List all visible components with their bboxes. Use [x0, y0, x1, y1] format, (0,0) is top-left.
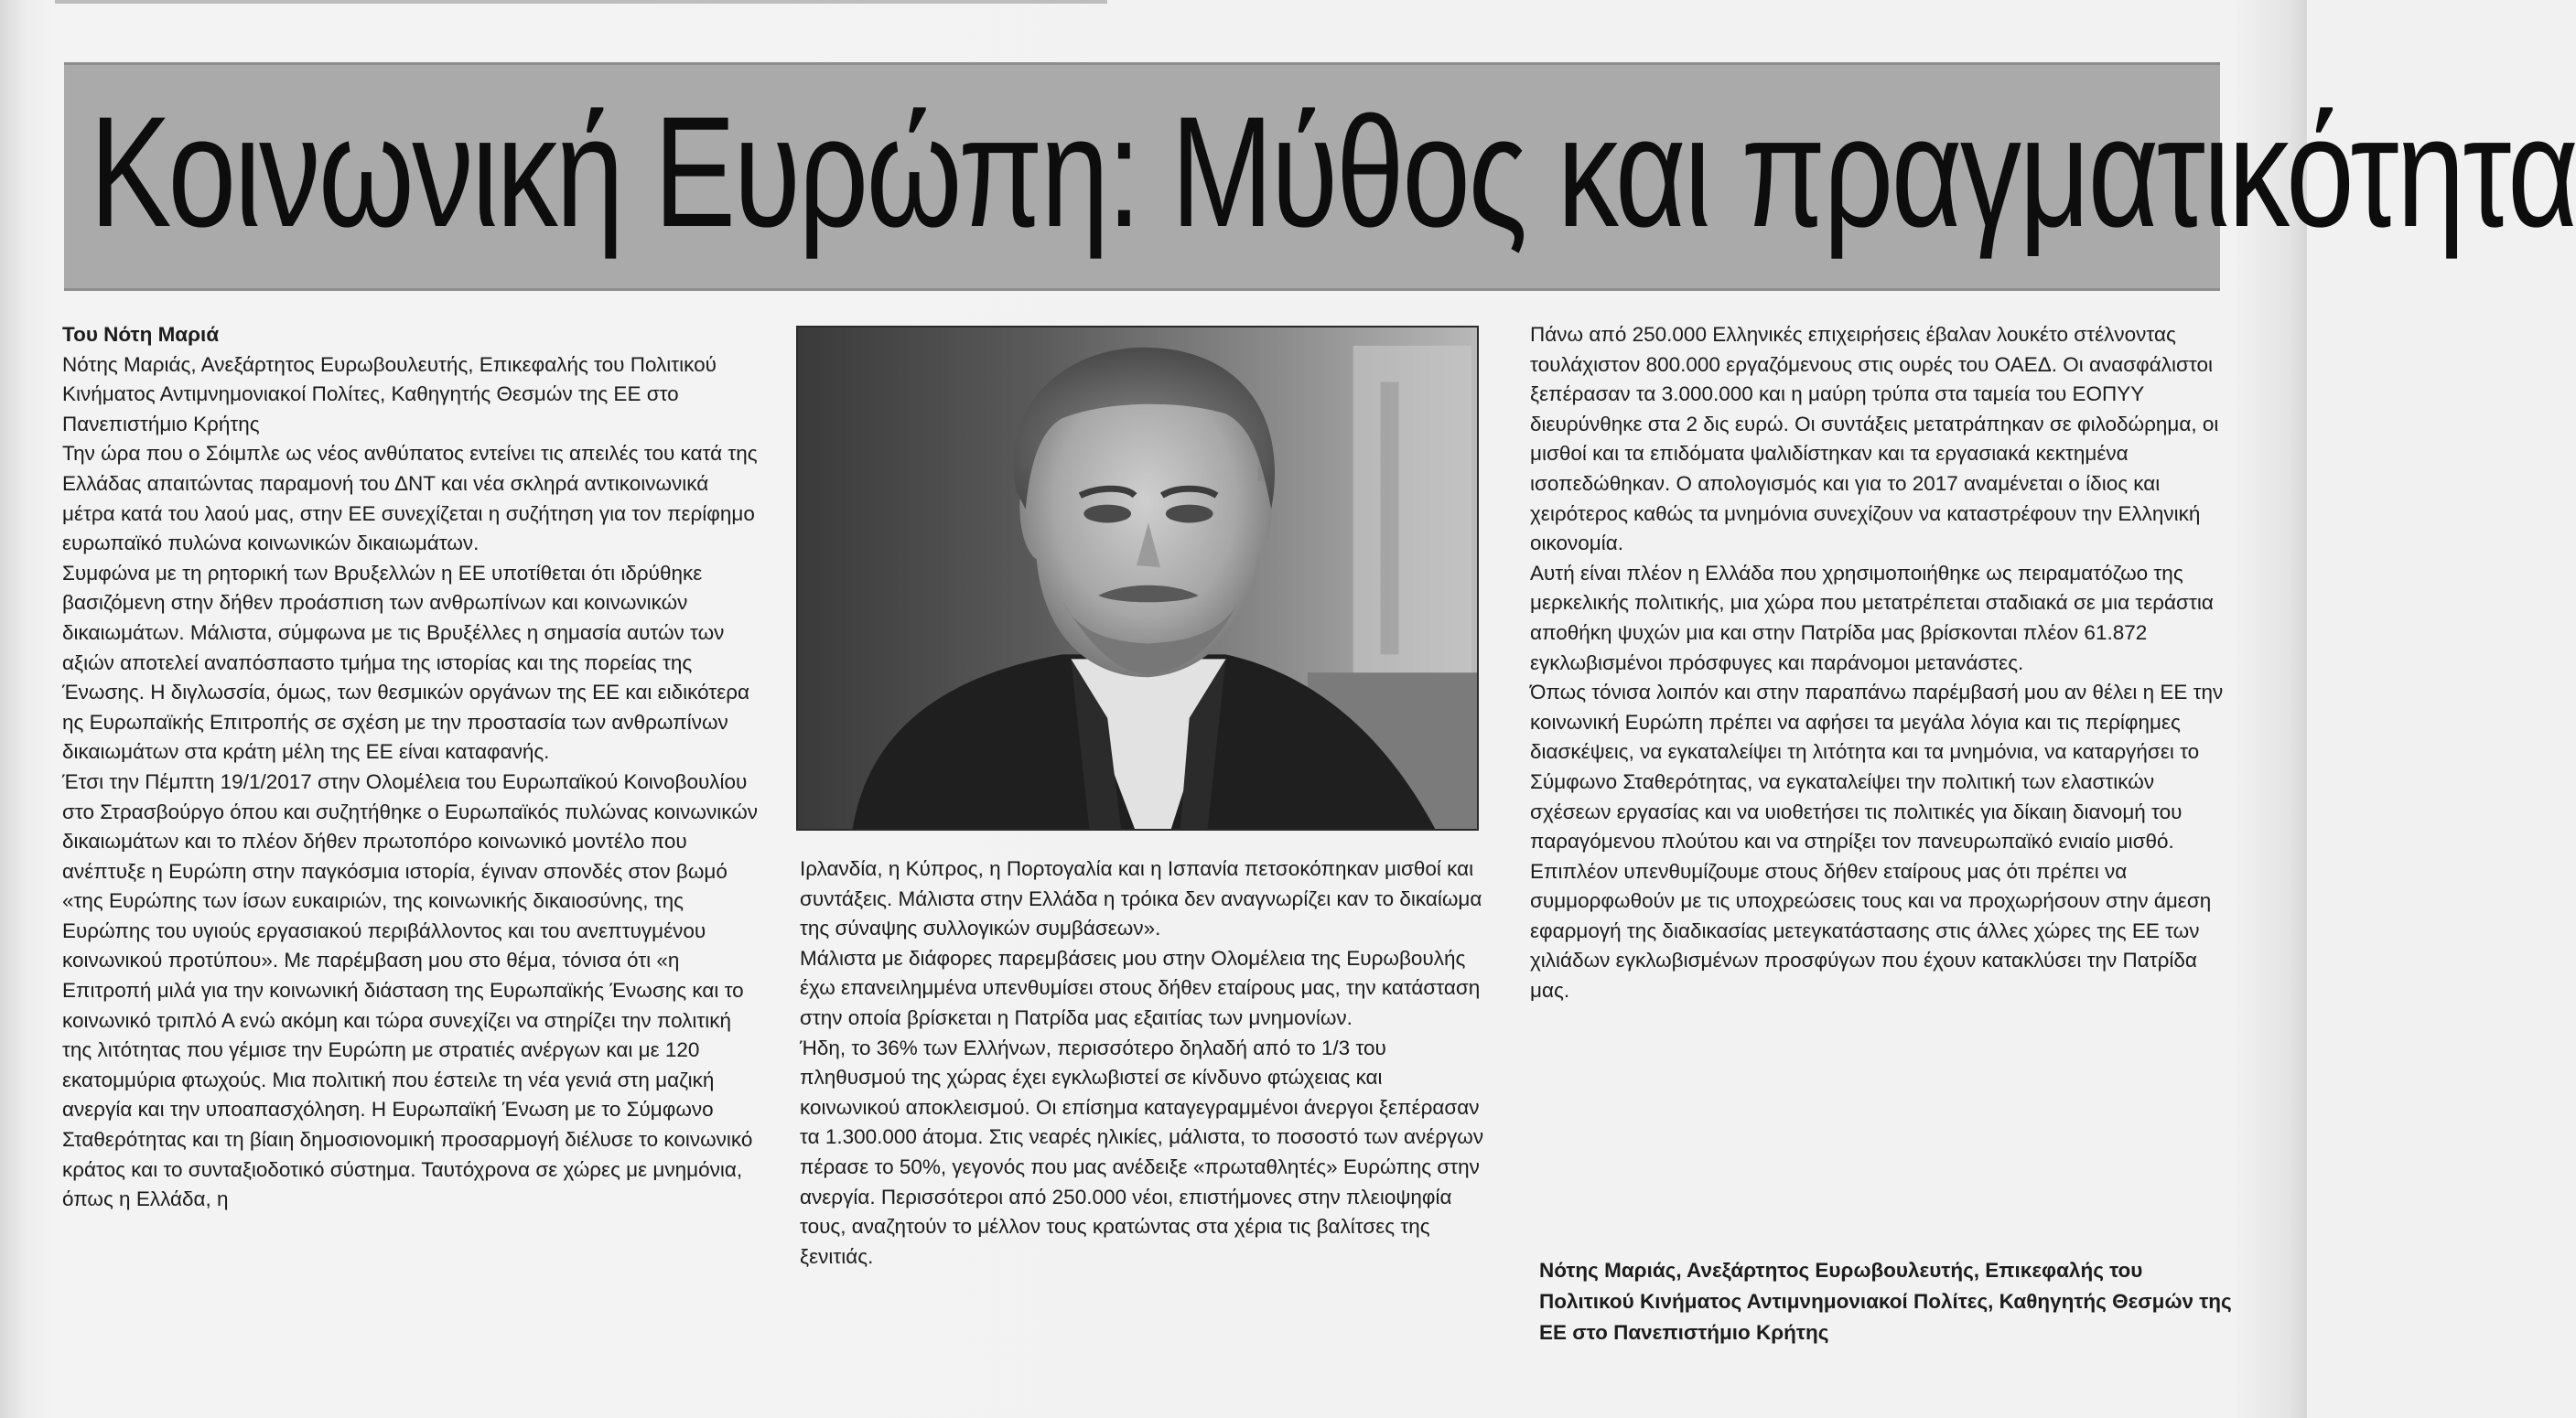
- headline-band: [64, 62, 2576, 291]
- right-paragraph-4: Επιπλέον υπενθυμίζουμε στους δήθεν εταίρους μας ότι πρέπει να συμμορφωθούν με τις υποχρεώσεις τους και να προχωρήσουν στην άμεση εφαρμογή της διαδικασίας μετεγκατάστασης στις άλλες χώρες της ΕΕ των χιλιάδων εγκλωβισμένων προσφύγων που έχουν κατακλύσει την Πατρίδα μας.: [1530, 859, 2212, 1003]
- right-paragraph-3: Όπως τόνισα λοιπόν και στην παραπάνω παρέμβασή μου αν θέλει η ΕΕ την κοινωνική Ευρώπη πρέπει να αφήσει τα μεγάλα λόγια και τις περίφημες διασκέψεις, να εγκαταλείψει τη λιτότητα και τα μνημόνια, να καταργήσει το Σύμφωνο Σταθερότητας, να εγκαταλείψει την πολιτική των ελαστικών σχέσεων εργασίας και να υιοθετήσει τις πολιτικές για δίκαιη διανομή του παραγόμενου πλούτου και να στηρίξει τον πανευρωπαϊκό ενιαίο μισθό.: [1530, 681, 2224, 854]
- column-right: [1530, 320, 2226, 1006]
- column-left: [62, 320, 758, 1215]
- right-paragraph-2: Αυτή είναι πλέον η Ελλάδα που χρησιμοποιήθηκε ως πειραματόζωο της μερκελικής πολιτικής, μια χώρα που μετατρέπεται σταδιακά σε μια τεράστια αποθήκη ψυχών μια και στην Πατρίδα μας βρίσκονται πλέον 61.872 εγκλωβισμένοι πρόσφυγες και παράνομοι μετανάστες.: [1530, 561, 2214, 674]
- byline: Του Νότη Μαριά: [62, 323, 220, 346]
- author-signature: Νότης Μαριάς, Ανεξάρτητος Ευρωβουλευτής, Επικεφαλής του Πολιτικού Κινήματος Αντιμνημονιακοί Πολίτες, Καθηγητής Θεσμών της ΕΕ στο Πανεπιστήμιο Κρήτης: [1539, 1259, 2232, 1344]
- left-paragraph-1: Την ώρα που ο Σόιμπλε ως νέος ανθύπατος εντείνει τις απειλές του κατά της Ελλάδας απαιτώντας παραμονή του ΔΝΤ και νέα σκληρά αντικοινωνικά μέτρα κατά του λαού μας, στην ΕΕ συνεχίζεται η συζήτηση για τον περίφημο ευρωπαϊκό πυλώνα κοινωνικών δικαιωμάτων.: [62, 442, 758, 555]
- middle-paragraph-3: Ήδη, το 36% των Ελλήνων, περισσότερο δηλαδή από το 1/3 του πληθυσμού της χώρας έχει εγκλωβιστεί σε κίνδυνο φτώχειας και κοινωνικού αποκλεισμού. Οι επίσημα καταγεγραμμένοι άνεργοι ξεπέρασαν τα 1.300.000 άτομα. Στις νεαρές ηλικίες, μάλιστα, το ποσοστό των ανέργων πέρασε το 50%, γεγονός που μας ανέδειξε «πρωταθλητές» Ευρώπης στην ανεργία. Περισσότεροι από 250.000 νέοι, επιστήμονες στην πλειοψηφία τους, αναζητούν το μέλλον τους κρατώντας στα χέρια τις βαλίτσες της ξενιτιάς.: [800, 1036, 1484, 1268]
- left-paragraph-2: Συμφώνα με τη ρητορική των Βρυξελλών η ΕΕ υποτίθεται ότι ιδρύθηκε βασιζόμενη στην δήθεν προάσπιση των ανθρωπίνων και κοινωνικών δικαιωμάτων. Μάλιστα, σύμφωνα με τις Βρυξέλλες η σημασία αυτών των αξιών αποτελεί αναπόσπαστο τμήμα της ιστορίας και της πορείας της Ένωσης. Η διγλωσσία, όμως, των θεσμικών οργάνων της ΕΕ και ειδικότερα ης Ευρωπαϊκής Επιτροπής σε σχέση με την προστασία των ανθρωπίνων δικαιωμάτων στα κράτη μέλη της ΕΕ είναι καταφανής.: [62, 561, 750, 764]
- author-bio: Νότης Μαριάς, Ανεξάρτητος Ευρωβουλευτής, Επικεφαλής του Πολιτικού Κινήματος Αντιμνημονιακοί Πολίτες, Καθηγητής Θεσμών της ΕΕ στο Πανεπιστήμιο Κρήτης: [62, 352, 717, 435]
- right-paragraph-1: Πάνω από 250.000 Ελληνικές επιχειρήσεις έβαλαν λουκέτο στέλνοντας τουλάχιστον 800.000 εργαζόμενους στις ουρές του ΟΑΕΔ. Οι ανασφάλιστοι ξεπέρασαν τα 3.000.000 και η μαύρη τρύπα στα ταμεία του ΕΟΠΥΥ διευρύνθηκε στα 2 δις ευρώ. Οι συντάξεις μετατράπηκαν σε φιλοδώρημα, οι μισθοί και τα επιδόματα ψαλιδίστηκαν και τα εργασιακά κεκτημένα ισοπεδώθηκαν. Ο απολογισμός και για το 2017 αναμένεται ο ίδιος και χειρότερος καθώς τα μνημόνια συνεχίζουν να καταστρέφουν την Ελληνική οικονομία.: [1530, 323, 2219, 555]
- middle-paragraph-2: Μάλιστα με διάφορες παρεμβάσεις μου στην Ολομέλεια της Ευρωβουλής έχω επανειλημμένα υπενθυμίσει στους δήθεν εταίρους μας, την κατάσταση στην οποία βρίσκεται η Πατρίδα μας εξαιτίας των μνημονίων.: [800, 946, 1481, 1029]
- column-middle: [800, 854, 1488, 1272]
- article-headline: Κοινωνική Ευρώπη: Μύθος και πραγματικότητα: [90, 84, 2576, 260]
- portrait-photo: [796, 326, 1479, 831]
- middle-paragraph-1: Ιρλανδία, η Κύπρος, η Πορτογαλία και η Ισπανία πετσοκόπηκαν μισθοί και συντάξεις. Μάλιστα στην Ελλάδα η τρόικα δεν αναγνωρίζει καν το δικαίωμα της σύναψης συλλογικών συμβάσεων».: [800, 857, 1482, 940]
- top-edge-strip: [55, 0, 1107, 4]
- left-paragraph-3: Έτσι την Πέμπτη 19/1/2017 στην Ολομέλεια του Ευρωπαϊκού Κοινοβουλίου στο Στρασβούργο όπου και συζητήθηκε ο Ευρωπαϊκός πυλώνας κοινωνικών δικαιωμάτων και το πλέον δήθεν πρωτοπόρο κοινωνικό μοντέλο που ανέπτυξε η Ευρώπη στην παγκόσμια ιστορία, έγιναν σπονδές στον βωμό «της Ευρώπης των ίσων ευκαιριών, της κοινωνικής δικαιοσύνης, της Ευρώπης του υγιούς εργασιακού περιβάλλοντος και του ανεπτυγμένου κοινωνικού προτύπου». Με παρέμβαση μου στο θέμα, τόνισα ότι «η Επιτροπή μιλά για την κοινωνική διάσταση της Ευρωπαϊκής Ένωσης και το κοινωνικό τριπλό Α ενώ ακόμη και τώρα συνεχίζει να στηρίζει την πολιτική της λιτότητας που γέμισε την Ευρώπη με στρατιές ανέργων και με 120 εκατομμύρια φτωχούς. Μια πολιτική που έστειλε τη νέα γενιά στη μαζική ανεργία και την υποαπασχόληση. Η Ευρωπαϊκή Ένωση με το Σύμφωνο Σταθερότητας και τη βίαιη δημοσιονομική προσαρμογή διέλυσε το κοινωνικό κράτος και το συνταξιοδοτικό σύστημα. Ταυτόχρονα σε χώρες με μνημόνια, όπως η Ελλάδα, η: [62, 769, 759, 1211]
- portrait-illustration: [798, 328, 1477, 829]
